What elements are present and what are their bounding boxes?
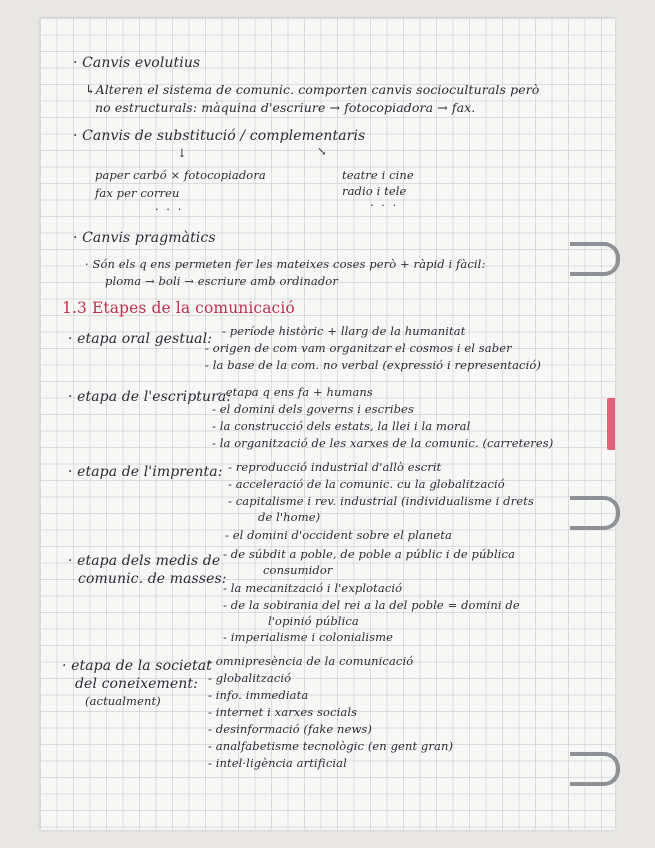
stage-line: - imperialisme i colonialisme: [223, 630, 394, 644]
text-line: ploma → boli → escriure amb ordinador: [105, 274, 338, 288]
heading-canvis-substitucio: · Canvis de substitució / complementaris: [73, 128, 366, 144]
stage-label: comunic. de masses:: [78, 571, 227, 587]
stage-line: - capitalisme i rev. industrial (individualisme i drets: [228, 494, 534, 508]
stage-line: - acceleració de la comunic. cu la globalització: [228, 477, 505, 491]
text-line: no estructurals: màquina d'escriure → fotocopiadora → fax.: [95, 100, 476, 115]
binder-ring: [570, 496, 620, 530]
stage-label: · etapa de la societat: [62, 658, 212, 674]
stage-line: - període històric + llarg de la humanitat: [222, 324, 466, 338]
stage-line: - la base de la com. no verbal (expressió i representació): [205, 358, 541, 372]
stage-line: - el domini dels governs i escribes: [212, 402, 414, 416]
stage-line: l'opinió pública: [268, 614, 359, 628]
left-example: paper carbó × fotocopiadora: [95, 168, 266, 182]
binder-ring: [570, 242, 620, 276]
text-line: ↳Alteren el sistema de comunic. comporten canvis socioculturals però: [85, 82, 540, 97]
stage-line: - la organització de les xarxes de la comunic. (carreteres): [212, 436, 554, 450]
heading-canvis-evolutius: · Canvis evolutius: [73, 55, 201, 71]
section-title: 1.3 Etapes de la comunicació: [62, 299, 295, 317]
stage-line: - info. immediata: [208, 688, 309, 702]
stage-line: - intel·ligència artificial: [208, 756, 347, 770]
stage-line: consumidor: [263, 563, 333, 577]
stage-line: - el domini d'occident sobre el planeta: [225, 528, 452, 542]
stage-line: - de la sobirania del rei a la del poble = domini de: [223, 598, 520, 612]
stage-line: - analfabetisme tecnològic (en gent gran): [208, 739, 454, 753]
right-example: teatre i cine: [342, 168, 414, 182]
stage-line: - reproducció industrial d'allò escrit: [228, 460, 442, 474]
down-arrow-icon: ↓: [177, 146, 187, 160]
stage-label: del coneixement:: [75, 676, 198, 692]
stage-line: - internet i xarxes socials: [208, 705, 358, 719]
left-example-dots: · · ·: [155, 202, 184, 216]
stage-line: - origen de com vam organitzar el cosmos i el saber: [205, 341, 512, 355]
arrow-right-down-icon: ↘: [317, 144, 327, 158]
stage-line: - etapa q ens fa + humans: [218, 385, 373, 399]
left-example: fax per correu: [95, 186, 180, 200]
heading-canvis-pragmatics: · Canvis pragmàtics: [73, 230, 216, 246]
notebook-page: [40, 18, 615, 830]
stage-line: - la construcció dels estats, la llei i la moral: [212, 419, 471, 433]
stage-line: - la mecanització i l'explotació: [223, 581, 403, 595]
stage-label: · etapa dels medis de: [68, 553, 221, 569]
stage-line: - globalització: [208, 671, 292, 685]
stage-label-note: (actualment): [85, 694, 161, 708]
right-example-dots: · · ·: [370, 198, 399, 212]
stage-line: - desinformació (fake news): [208, 722, 373, 736]
stage-line: de l'home): [258, 510, 321, 524]
stage-label: · etapa de l'imprenta:: [68, 464, 223, 480]
binder-ring: [570, 752, 620, 786]
stage-label: · etapa oral gestual:: [68, 331, 213, 347]
stage-line: - omnipresència de la comunicació: [208, 654, 414, 668]
stage-line: - de súbdit a poble, de poble a públic i de pública: [223, 547, 516, 561]
right-example: radio i tele: [342, 184, 407, 198]
text-line: · Són els q ens permeten fer les mateixes coses però + ràpid i fàcil:: [85, 257, 486, 271]
stage-label: · etapa de l'escriptura:: [68, 389, 232, 405]
page-tab-marker: [607, 398, 615, 450]
